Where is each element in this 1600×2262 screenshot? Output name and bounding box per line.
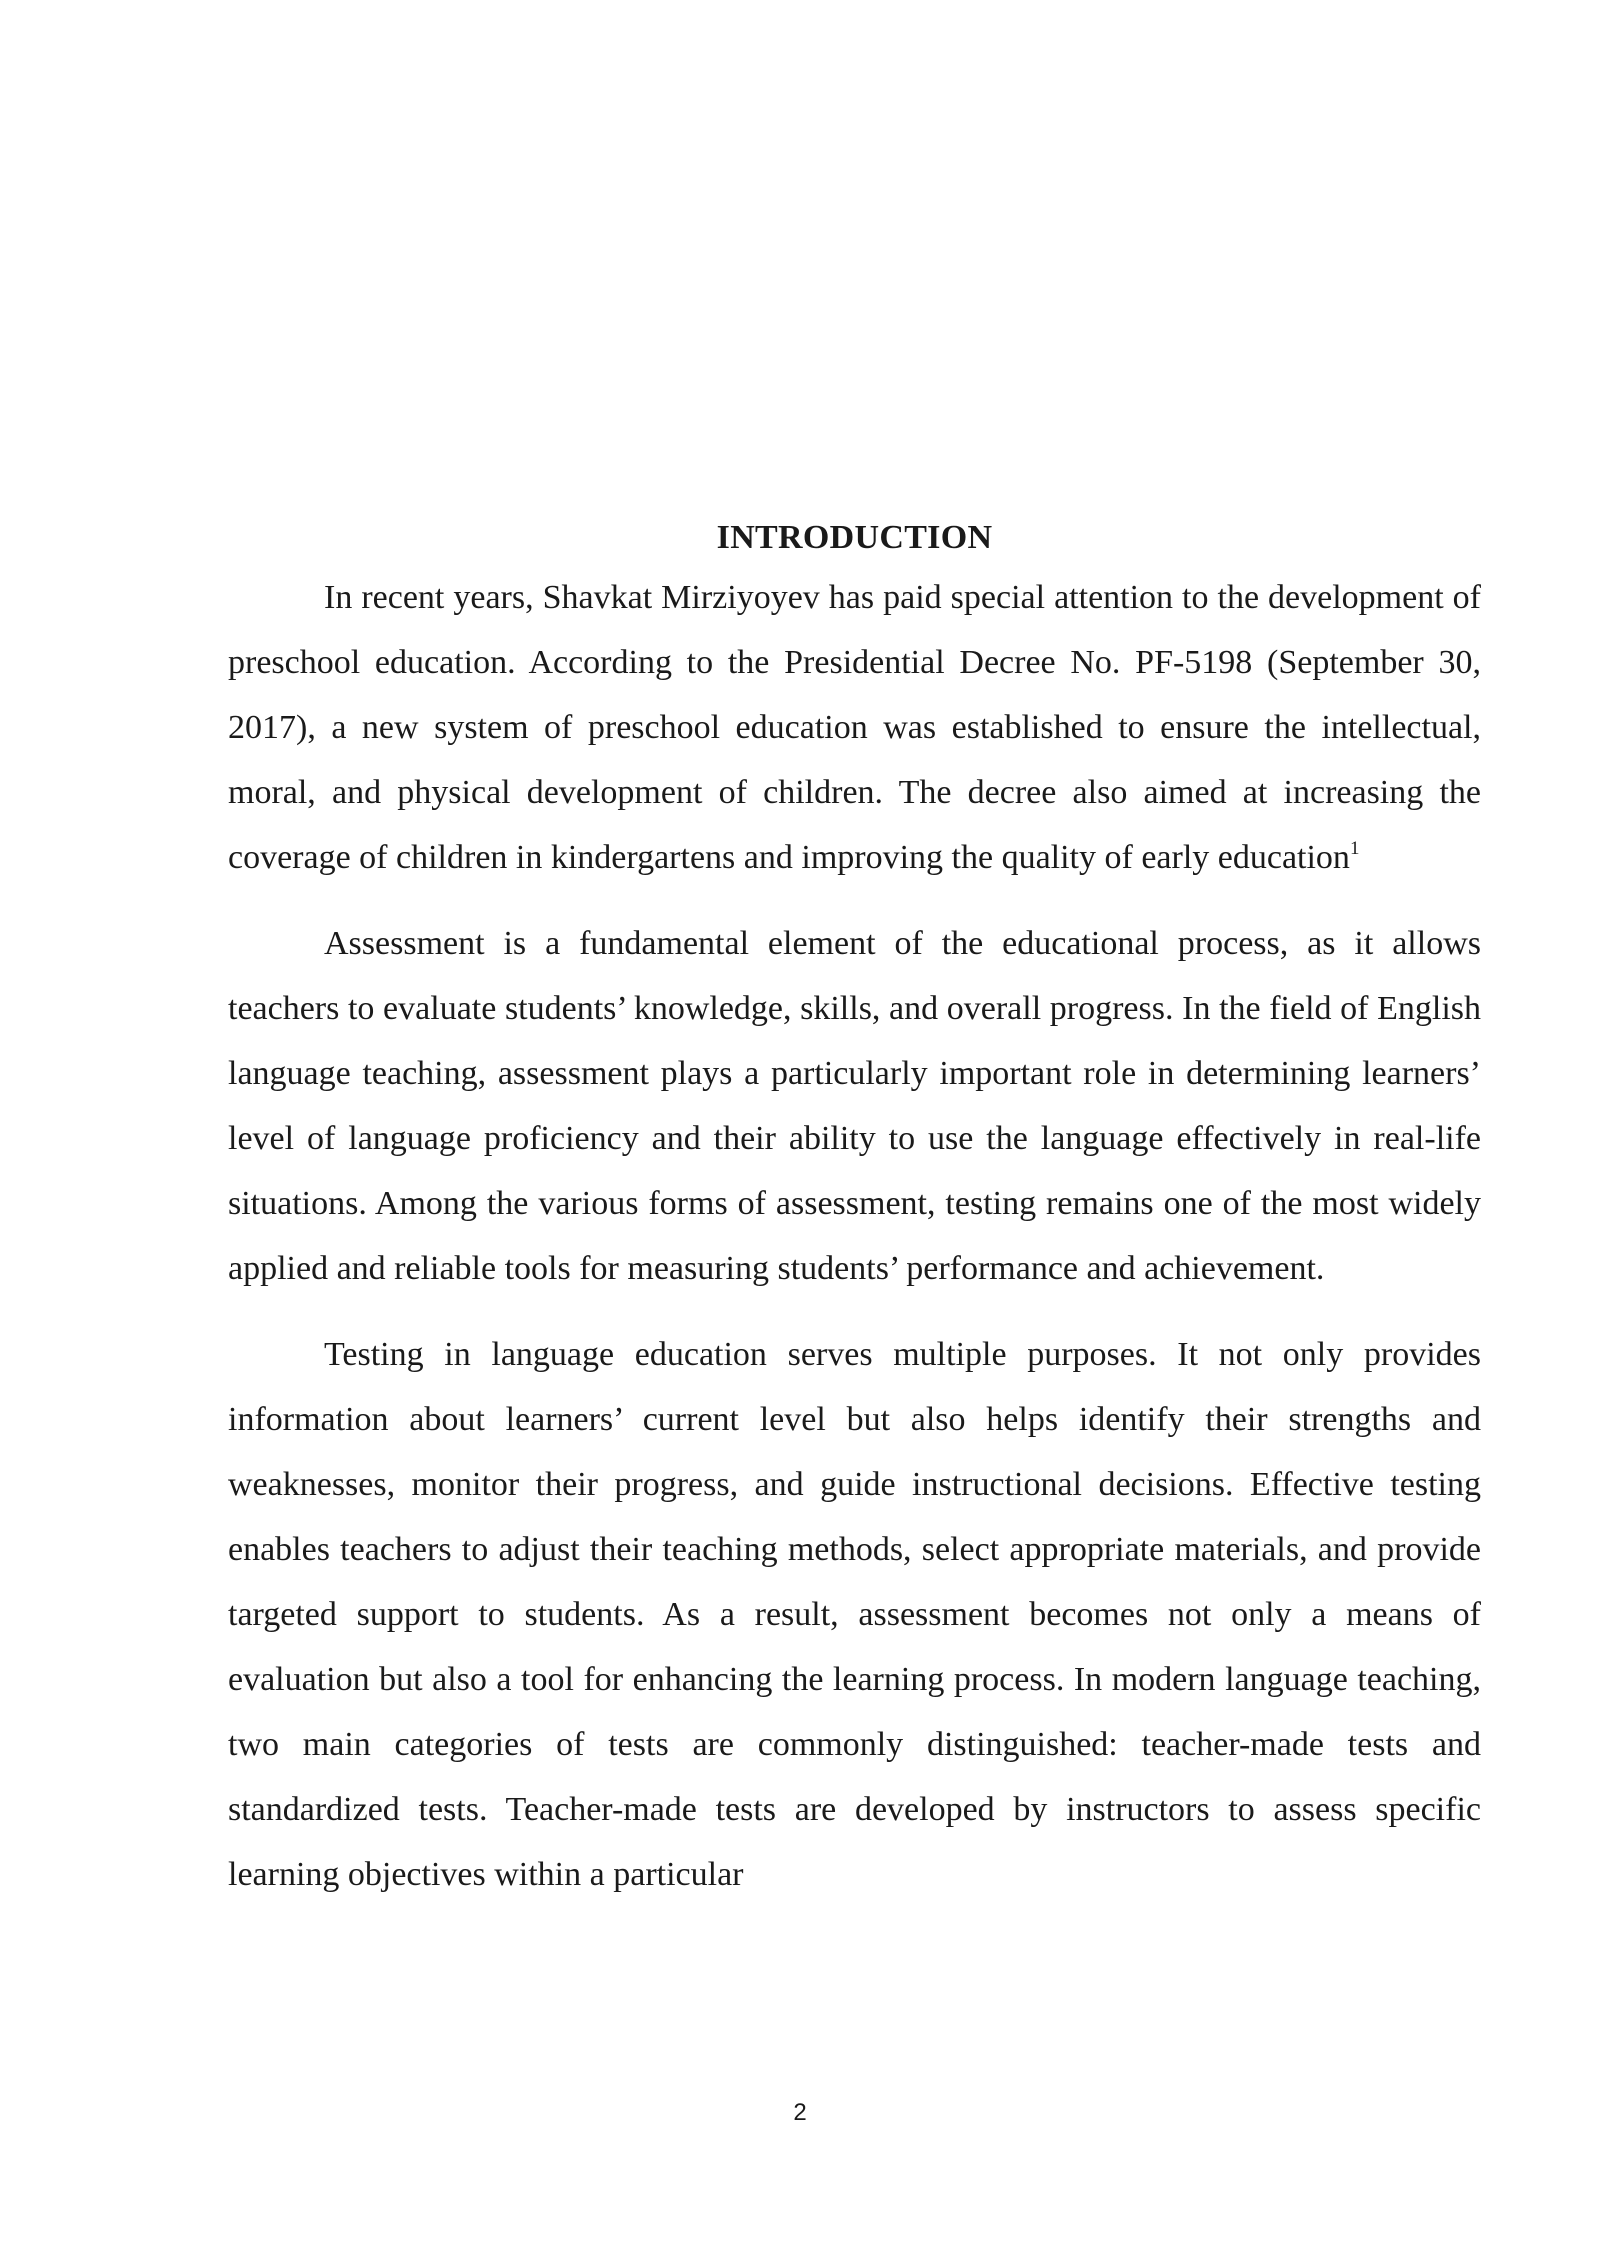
page-number: 2 (793, 2099, 807, 2126)
paragraph-1 (228, 565, 1481, 890)
paragraph-3 (228, 1322, 1481, 1907)
paragraph-2 (228, 911, 1481, 1301)
paragraph-3-text: Testing in language education serves multiple purposes. It not only provides information about learners’ current level but also helps identify their strengths and weaknesses, monitor their progress, and guide instructional decisions. Effective testing enables teachers to adjust their teaching methods, select appropriate materials, and provide targeted support to students. As a result, assessment becomes not only a means of evaluation but also a tool for enhancing the learning process. In modern language teaching, two main categories of tests are commonly distinguished: teacher-made tests and standardized tests. Teacher-made tests are developed by instructors to assess specific learning objectives within a particular (228, 1336, 1481, 1893)
paragraph-1-text: In recent years, Shavkat Mirziyoyev has paid special attention to the development of preschool education. According to the Presidential Decree No. PF-5198 (September 30, 2017), a new system of preschool education was established to ensure the intellectual, moral, and physical development of children. The decree also aimed at increasing the coverage of children in kindergartens and improving the quality of early education (228, 579, 1481, 876)
paragraph-2-text: Assessment is a fundamental element of the educational process, as it allows teachers to evaluate students’ knowledge, skills, and overall progress. In the field of English language teaching, assessment plays a particularly important role in determining learners’ level of language proficiency and their ability to use the language effectively in real-life situations. Among the various forms of assessment, testing remains one of the most widely applied and reliable tools for measuring students’ performance and achievement. (228, 925, 1481, 1287)
footnote-reference[interactable]: 1 (1349, 838, 1360, 859)
page-body (228, 510, 1481, 1907)
section-heading: INTRODUCTION (716, 519, 993, 556)
